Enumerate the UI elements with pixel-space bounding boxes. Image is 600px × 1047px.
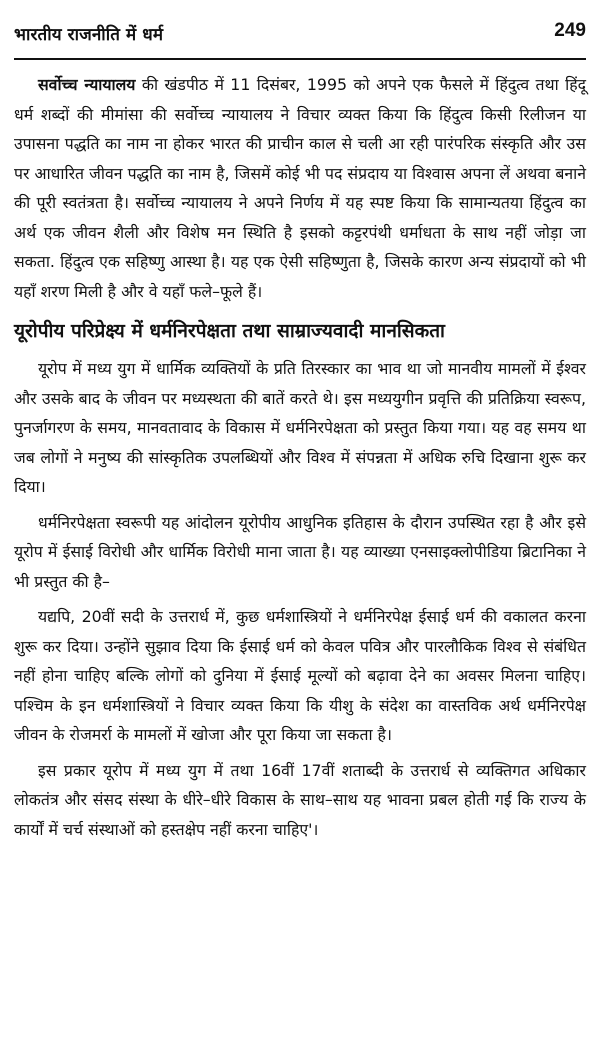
running-header bbox=[14, 20, 586, 60]
paragraph-secularism-movement: धर्मनिरपेक्षता स्वरूपी यह आंदोलन यूरोपीय आधुनिक इतिहास के दौरान उपस्थित रहा है और इसे यूरोप में ईसाई विरोधी और धार्मिक विरोधी माना जाता है। यह व्याख्या एनसाइक्लोपीडिया ब्रिटानिका ने भी प्रस्तुत की है– bbox=[14, 512, 586, 591]
paragraph-lead-term: सर्वोच्च न्यायालय bbox=[38, 75, 136, 94]
paragraph-church-state: इस प्रकार यूरोप में मध्य युग में तथा 16वीं 17वीं शताब्दी के उत्तरार्ध से व्यक्तिगत अधिकार लोकतंत्र और संसद संस्था के धीरे–धीरे विकास के साथ–साथ यह भावना प्रबल होती गई कि राज्य के कार्यों में चर्च संस्थाओं को हस्तक्षेप नहीं करना चाहिए'। bbox=[14, 760, 586, 839]
page-body bbox=[14, 70, 586, 844]
page-number: 249 bbox=[554, 20, 586, 41]
section-heading: यूरोपीय परिप्रेक्ष्य में धर्मनिरपेक्षता तथा साम्राज्यवादी मानसिकता bbox=[14, 320, 445, 342]
paragraph-europe-middle-ages: यूरोप में मध्य युग में धार्मिक व्यक्तियों के प्रति तिरस्कार का भाव था जो मानवीय मामलों में ईश्वर और उसके बाद के जीवन पर मध्यस्थता की बातें करते थे। इस मध्ययुगीन प्रवृत्ति की प्रतिक्रिया स्वरूप, पुनर्जागरण के समय, मानवतावाद के विकास में धर्मनिरपेक्षता को प्रस्तुत किया गया। यह वह समय था जब लोगों ने मनुष्य की सांस्कृतिक उपलब्धियों और विश्व में संपन्नता में अधिक रुचि दिखाना शुरू कर दिया। bbox=[14, 359, 586, 496]
paragraph-secular-christianity: यद्यपि, 20वीं सदी के उत्तरार्ध में, कुछ धर्मशास्त्रियों ने धर्मनिरपेक्ष ईसाई धर्म की वकालत करना शुरू कर दिया। उन्होंने सुझाव दिया कि ईसाई धर्म को केवल पवित्र और पारलौकिक विश्व से संबंधित नहीं होना चाहिए बल्कि लोगों को दुनिया में ईसाई मूल्यों को बढ़ावा देने का अवसर मिलना चाहिए। पश्चिम के इन धर्मशास्त्रियों ने विचार व्यक्त किया कि यीशु के संदेश का वास्तविक अर्थ धर्मनिरपेक्ष जीवन के रोजमर्रा के मामलों में खोजा और पूरा किया जा सकता है। bbox=[14, 607, 586, 744]
running-header-title: भारतीय राजनीति में धर्म bbox=[14, 25, 164, 45]
paragraph-text: की खंडपीठ में 11 दिसंबर, 1995 को अपने एक फैसले में हिंदुत्व तथा हिंदू धर्म शब्दों की मीमांसा की सर्वोच्च न्यायालय ने विचार व्यक्त किया कि हिंदुत्व किसी रिलीजन या उपासना पद्धति का नाम ना होकर भारत की प्राचीन काल से चली आ रही पारंपरिक संस्कृति और उस पर आधारित जीवन पद्धति का नाम है, जिसमें कोई भी पद संप्रदाय या विश्वास अपना लें अथवा बनाने की पूरी स्वतंत्रता है। सर्वोच्च न्यायालय ने अपने निर्णय में यह स्पष्ट किया कि सामान्यतया हिंदुत्व का अर्थ एक जीवन शैली और विशेष मन स्थिति है इसको कट्टरपंथी धर्माधता के साथ नहीं जोड़ा जा सकता. हिंदुत्व एक सहिष्णु आस्था है। यह एक ऐसी सहिष्णुता है, जिसके कारण अन्य संप्रदायों को भी यहाँ शरण मिली है और वे यहाँ फले–फूले हैं। bbox=[14, 75, 586, 301]
paragraph-supreme-court bbox=[14, 70, 586, 306]
